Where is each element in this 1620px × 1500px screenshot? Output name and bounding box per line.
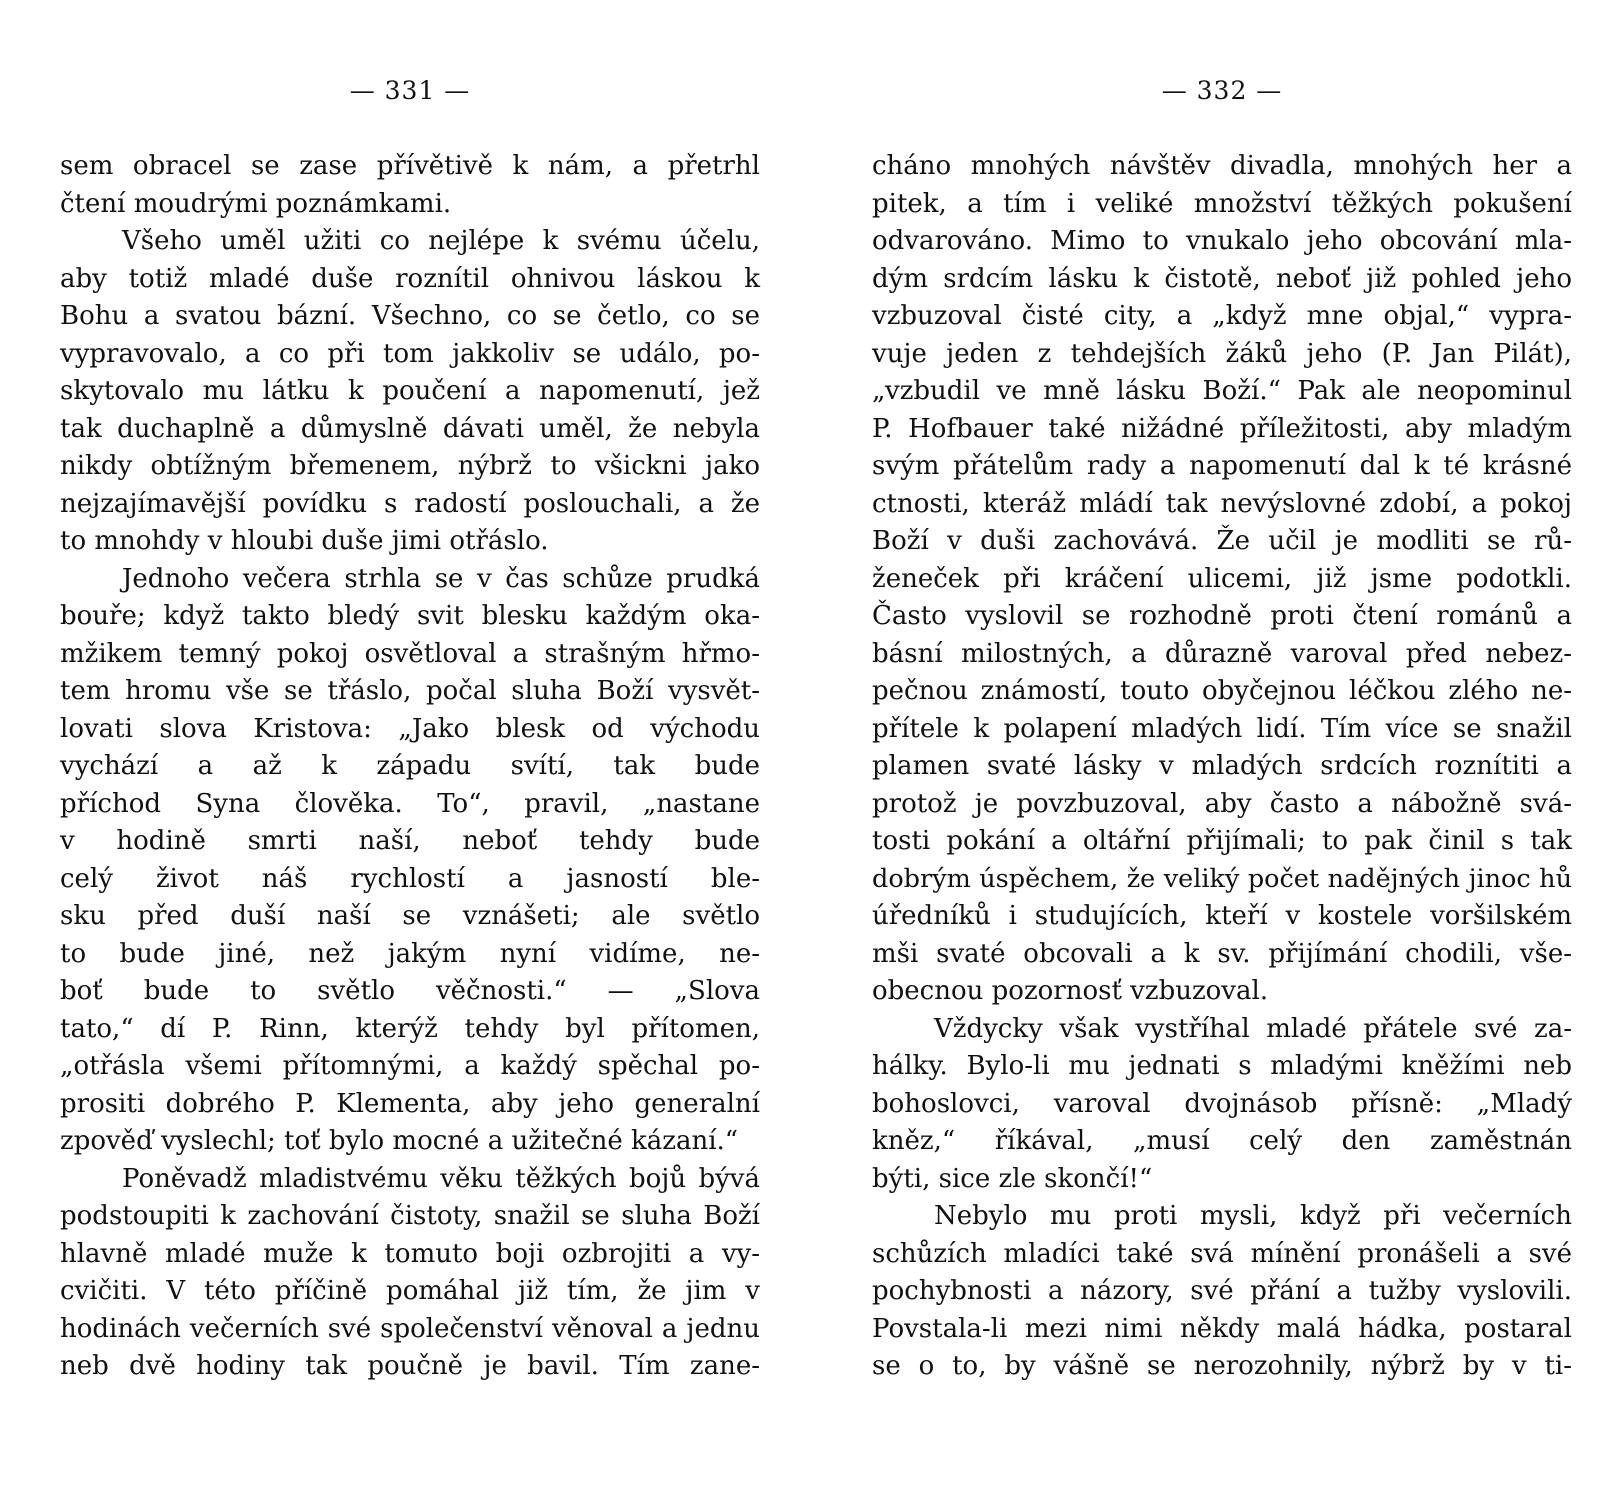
text-line: tak duchaplně a důmyslně dávati uměl, že nebyla <box>60 413 760 444</box>
text-line: svým přátelům rady a napomenutí dal k té krásné <box>872 451 1572 481</box>
text-line: obecnou pozornosť vzbuzoval. <box>872 976 1269 1006</box>
text-line: hálky. Bylo-li mu jednati s mladými kněžími neb <box>872 1051 1572 1081</box>
text-line: úředníků i studujících, kteří v kostele voršilském <box>872 901 1572 931</box>
left-page <box>60 0 760 1500</box>
text-line: podstoupiti k zachování čistoty, snažil se sluha Boží <box>60 1201 760 1231</box>
text-line: hodinách večerních své společenství věnoval a jednu <box>60 1313 760 1344</box>
text-line: schůzích mladíci také svá mínění pronášeli a své <box>872 1238 1572 1269</box>
text-line: vzbuzoval čisté city, a „když mne objal,“ vypra- <box>872 301 1572 331</box>
text-line: odvarováno. Mimo to vnukalo jeho obcování mla- <box>872 226 1572 256</box>
left-page-text <box>60 148 760 1386</box>
text-line: tosti pokání a oltářní přijímali; to pak činil s tak <box>872 826 1572 856</box>
text-line: kněz,“ říkával, „musí celý den zaměstnán <box>872 1126 1572 1156</box>
text-line: ženeček při kráčení ulicemi, již jsme podotkli. <box>872 563 1572 594</box>
text-line: cvičiti. V této příčině pomáhal již tím, že jim v <box>60 1276 760 1306</box>
text-line: tem hromu vše se třáslo, počal sluha Boží vysvět- <box>60 676 760 706</box>
text-line: nikdy obtížným břemenem, nýbrž to všickni jako <box>60 451 760 481</box>
text-line: skytovalo mu látku k poučení a napomenutí, jež <box>60 376 760 406</box>
text-line: Často vyslovil se rozhodně proti čtení románů a <box>872 601 1572 631</box>
text-line: býti, sice zle skončí!“ <box>872 1163 1153 1194</box>
text-line: lovati slova Kristova: „Jako blesk od východu <box>60 713 760 744</box>
text-line: přítele k polapení mladých lidí. Tím více se snažil <box>872 713 1572 744</box>
text-line: pitek, a tím i veliké množství těžkých pokušení <box>872 188 1572 219</box>
text-line: tato,“ dí P. Rinn, kterýž tehdy byl přítomen, <box>60 1013 760 1044</box>
text-line: Vždycky však vystříhal mladé přátele své za- <box>934 1013 1572 1044</box>
text-line: P. Hofbauer také nižádné příležitosti, aby mladým <box>872 413 1572 444</box>
right-page-text <box>872 148 1572 1386</box>
text-line: to bude jiné, než jakým nyní vidíme, ne- <box>60 938 760 969</box>
text-line: „vzbudil ve mně lásku Boží.“ Pak ale neopominul <box>872 376 1572 406</box>
text-line: aby totiž mladé duše roznítil ohnivou láskou k <box>60 263 760 294</box>
right-page <box>872 0 1572 1500</box>
text-line: dobrým úspěchem, že veliký počet nadějných jinoc hů <box>872 863 1572 894</box>
text-line: Bohu a svatou bázní. Všechno, co se četlo, co se <box>60 301 760 331</box>
text-line: mžikem temný pokoj osvětloval a strašným hřmo- <box>60 638 760 669</box>
text-line: Boží v duši zachovává. Že učil je modliti se rů- <box>872 526 1572 556</box>
text-line: Všeho uměl užiti co nejlépe k svému účelu, <box>122 226 760 256</box>
text-line: hlavně mladé muže k tomuto boji ozbrojiti a vy- <box>60 1238 760 1269</box>
text-line: Povstala-li mezi nimi někdy malá hádka, postaral <box>872 1313 1572 1344</box>
text-line: to mnohdy v hloubi duše jimi otřáslo. <box>60 526 549 556</box>
page-number-left: — 331 — <box>349 76 471 105</box>
page-number-right: — 332 — <box>1161 76 1283 105</box>
text-line: ctnosti, kteráž mládí tak nevýslovné zdobí, a pokoj <box>872 488 1572 519</box>
text-line: pochybnosti a názory, své přání a tužby vyslovili. <box>872 1276 1572 1306</box>
text-line: mši svaté obcovali a k sv. přijímání chodili, vše- <box>872 938 1572 969</box>
text-line: čtení moudrými poznámkami. <box>60 188 452 219</box>
text-line: „otřásla všemi přítomnými, a každý spěchal po- <box>60 1051 760 1081</box>
text-line: Jednoho večera strhla se v čas schůze prudká <box>122 563 760 594</box>
text-line: zpověď vyslechl; toť bylo mocné a užitečné kázaní.“ <box>60 1126 739 1156</box>
text-line: sku před duší naší se vznášeti; ale světlo <box>60 901 760 931</box>
text-line: dým srdcím lásku k čistotě, neboť již pohled jeho <box>872 263 1572 294</box>
text-line: boť bude to světlo věčnosti.“ — „Slova <box>60 976 760 1006</box>
text-line: protož je povzbuzoval, aby často a nábožně svá- <box>872 788 1572 819</box>
text-line: vypravovalo, a co při tom jakkoliv se událo, po- <box>60 338 760 369</box>
text-line: básní milostných, a důrazně varoval před nebez- <box>872 638 1572 669</box>
text-line: Poněvadž mladistvému věku těžkých bojů bývá <box>122 1163 760 1194</box>
text-line: vychází a až k západu svítí, tak bude <box>60 751 760 781</box>
text-line: pečnou známostí, touto obyčejnou léčkou zlého ne- <box>872 676 1572 706</box>
text-line: nejzajímavější povídku s radostí poslouchali, a že <box>60 488 760 519</box>
text-line: sem obracel se zase přívětivě k nám, a přetrhl <box>60 151 760 181</box>
text-line: bouře; když takto bledý svit blesku každým oka- <box>60 601 760 631</box>
text-line: příchod Syna člověka. To“, pravil, „nastane <box>60 788 760 819</box>
text-line: cháno mnohých návštěv divadla, mnohých her a <box>872 151 1572 181</box>
text-line: celý život náš rychlostí a jasností ble- <box>60 863 760 894</box>
text-line: se o to, by vášně se nerozohnily, nýbrž by v ti- <box>872 1351 1572 1381</box>
text-line: v hodině smrti naší, neboť tehdy bude <box>60 826 760 856</box>
text-line: bohoslovci, varoval dvojnásob přísně: „Mladý <box>872 1088 1572 1119</box>
text-line: plamen svaté lásky v mladých srdcích roznítiti a <box>872 751 1572 781</box>
text-line: prositi dobrého P. Klementa, aby jeho generalní <box>60 1088 760 1119</box>
text-line: vuje jeden z tehdejších žáků jeho (P. Jan Pilát), <box>872 338 1572 369</box>
text-line: neb dvě hodiny tak poučně je bavil. Tím zane- <box>60 1351 760 1381</box>
text-line: Nebylo mu proti mysli, když při večerních <box>934 1201 1572 1231</box>
